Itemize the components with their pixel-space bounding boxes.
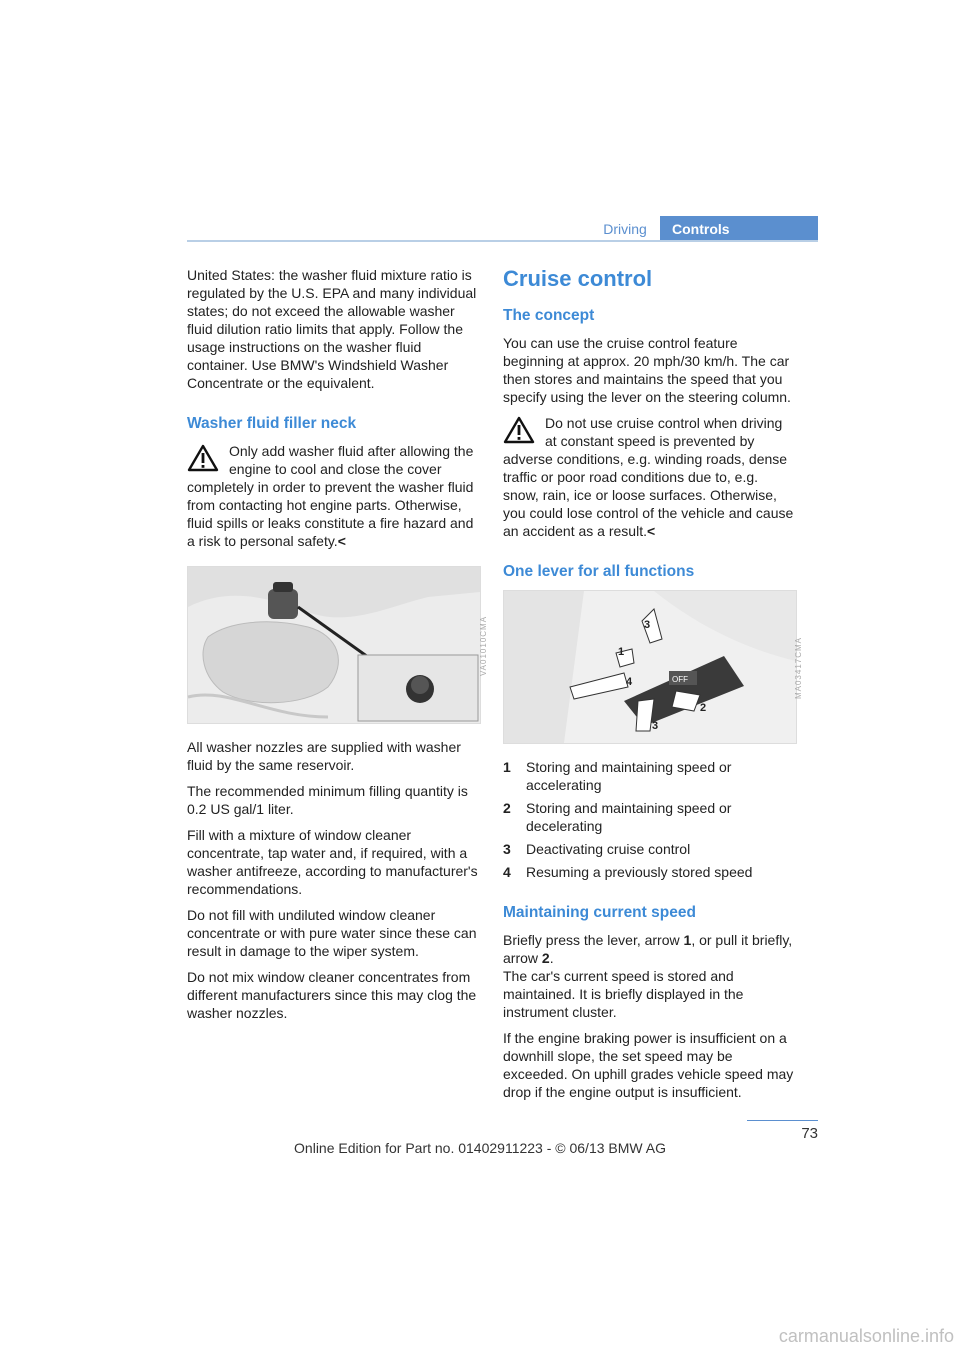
- filler-heading: Washer fluid filler neck: [187, 415, 357, 432]
- lever-off-label: OFF: [672, 675, 688, 684]
- header-chapter: Controls: [660, 216, 818, 242]
- maintain-stored: The car's current speed is stored and maintained. It is briefly displayed in the instrument cluster.: [503, 968, 744, 1020]
- washer-p3: Fill with a mixture of window cleaner concentrate, tap water and, if required, with a washer antifreeze, according to manufacturer's recommendations.: [187, 827, 478, 897]
- washer-intro: United States: the washer fluid mixture ratio is regulated by the U.S. EPA and many individual states; do not exceed the allowable washer fluid dilution ratio limits that apply. Follow the usage instructions on the washer fluid container. Use BMW's Windshield Washer Concentrate or the equivalent.: [187, 267, 477, 391]
- lever-label-1: 1: [618, 646, 625, 658]
- washer-p4: Do not fill with undiluted window cleaner concentrate or with pure water since these can result in damage to the wiper system.: [187, 907, 477, 959]
- concept-heading: The concept: [503, 307, 595, 324]
- list-item: 1 Storing and maintaining speed or accelerating: [503, 759, 732, 793]
- warning-icon: [503, 416, 535, 444]
- warning-icon: [187, 444, 219, 472]
- lever-heading: One lever for all functions: [503, 563, 695, 580]
- maintain-instruction: Briefly press the lever, arrow 1, or pull it briefly, arrow 2.: [503, 932, 793, 966]
- list-item: 3 Deactivating cruise control: [503, 841, 691, 857]
- filler-warning: [187, 442, 479, 550]
- right-column: [503, 266, 803, 1109]
- washer-p1: All washer nozzles are supplied with washer fluid by the same reservoir.: [187, 739, 461, 773]
- header-section: Driving: [603, 221, 647, 237]
- end-mark: <: [337, 533, 346, 549]
- lever-illustration: [504, 591, 796, 743]
- washer-p2: The recommended minimum filling quantity is 0.2 US gal/1 liter.: [187, 783, 468, 817]
- footer-edition: Online Edition for Part no. 01402911223 - © 06/13 BMW AG: [294, 1140, 666, 1156]
- cruise-lever-figure: [503, 590, 803, 744]
- end-mark: <: [646, 523, 656, 539]
- page-rule: [747, 1120, 818, 1121]
- concept-warning: [503, 414, 795, 540]
- section-title: Cruise control: [503, 266, 653, 291]
- left-column: [187, 266, 488, 1030]
- concept-warning-text: Do not use cruise control when driving at constant speed is prevented by adverse conditions, e.g. winding roads, dense traffic or poor road conditions due to, e.g. snow, rain, ice or loose surfaces. Otherwise, you could lose control of the vehicle and cause an accident as a result.: [503, 415, 794, 539]
- concept-text: You can use the cruise control feature beginning at approx. 20 mph/30 km/h. The car then stores and maintains the speed that you specify using the lever on the steering column.: [503, 335, 791, 405]
- lever-label-3-bottom: 3: [652, 720, 659, 732]
- functions-list: [503, 758, 795, 881]
- engine-bay-illustration: [188, 567, 480, 723]
- watermark: carmanualsonline.info: [778, 1326, 954, 1346]
- list-item: 4 Resuming a previously stored speed: [503, 864, 753, 880]
- header-rule: [187, 240, 818, 242]
- washer-filler-figure: [187, 566, 488, 724]
- lever-label-2: 2: [700, 702, 707, 714]
- lever-label-4: 4: [626, 676, 633, 688]
- filler-warning-text: Only add washer fluid after allowing the engine to cool and close the cover completely in order to prevent the washer fluid from contacting hot engine parts. Otherwise, fluid spills or leaks constitute a fire hazard and a risk to personal safety.: [187, 443, 474, 549]
- page-number: 73: [801, 1125, 818, 1142]
- figure-code: VA01010CMA: [478, 616, 488, 677]
- list-item: 2 Storing and maintaining speed or decelerating: [503, 800, 732, 834]
- lever-label-3-top: 3: [644, 619, 651, 631]
- maintain-heading: Maintaining current speed: [503, 904, 696, 921]
- maintain-braking: If the engine braking power is insufficient on a downhill slope, the set speed may be exceeded. On uphill grades vehicle speed may drop if the engine output is insufficient.: [503, 1030, 794, 1100]
- figure-code: MA03417CMA: [793, 637, 803, 700]
- washer-p5: Do not mix window cleaner concentrates from different manufacturers since this may clog the washer nozzles.: [187, 969, 477, 1021]
